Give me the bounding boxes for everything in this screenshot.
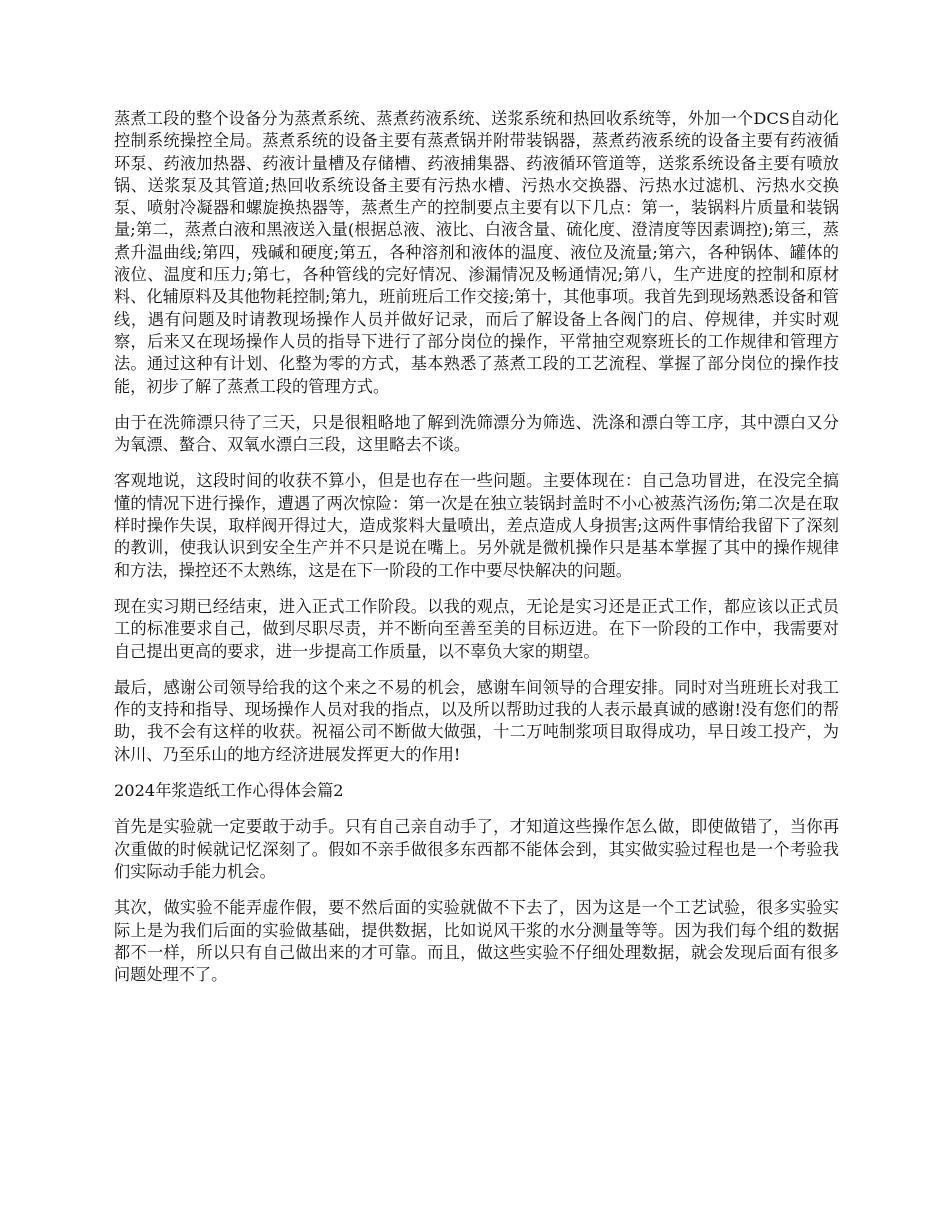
paragraph-cooking-section: 蒸煮工段的整个设备分为蒸煮系统、蒸煮药液系统、送浆系统和热回收系统等，外加一个DCS自动化控制系统操控全局。蒸煮系统的设备主要有蒸煮锅并附带装锅器，蒸煮药液系统的设备主要有药液循环泵、药液加热器、药液计量槽及存储槽、药液捕集器、药液循环管道等，送浆系统设备主要有喷放锅、送浆泵及其管道;热回收系统设备主要有污热水槽、污热水交换器、污热水过滤机、污热水交换泵、喷射冷凝器和螺旋换热器等，蒸煮生产的控制要点主要有以下几点：第一，装锅料片质量和装锅量;第二，蒸煮白液和黑液送入量(根据总液、液比、白液含量、硫化度、澄清度等因素调控);第三，蒸煮升温曲线;第四，残碱和硬度;第五，各种溶剂和液体的温度、液位及流量;第六，各种锅体、罐体的液位、温度和压力;第七，各种管线的完好情况、渗漏情况及畅通情况;第八，生产进度的控制和原材料、化辅原料及其他物耗控制;第九，班前班后工作交接;第十，其他事项。我首先到现场熟悉设备和管线，遇有问题及时请教现场操作人员并做好记录，而后了解设备上各阀门的启、停规律，并实时观察，后来又在现场操作人员的指导下进行了部分岗位的操作，平常抽空观察班长的工作规律和管理方法。通过这种有计划、化整为零的方式，基本熟悉了蒸煮工段的工艺流程、掌握了部分岗位的操作技能，初步了解了蒸煮工段的管理方式。	[114, 109, 839, 396]
paragraph-washing-screening: 由于在洗筛漂只待了三天，只是很粗略地了解到洗筛漂分为筛选、洗涤和漂白等工序，其中漂白又分为氧漂、螯合、双氧水漂白三段，这里略去不谈。	[114, 412, 839, 455]
paragraph-thanks: 最后，感谢公司领导给我的这个来之不易的机会，感谢车间领导的合理安排。同时对当班班长对我工作的支持和指导、现场操作人员对我的指点，以及所以帮助过我的人表示最真诚的感谢!没有您们的帮助，我不会有这样的收获。祝福公司不断做大做强，十二万吨制浆项目取得成功，早日竣工投产，为沐川、乃至乐山的地方经济进展发挥更大的作用!	[114, 677, 839, 764]
paragraph-problems: 客观地说，这段时间的收获不算小，但是也存在一些问题。主要体现在：自己急功冒进，在没完全搞懂的情况下进行操作，遭遇了两次惊险：第一次是在独立装锅封盖时不小心被蒸汽汤伤;第二次是在取样时操作失误，取样阀开得过大，造成浆料大量喷出，差点造成人身损害;这两件事情给我留下了深刻的教训，使我认识到安全生产并不只是说在嘴上。另外就是微机操作只是基本掌握了其中的操作规律和方法，操控还不太熟练，这是在下一阶段的工作中要尽快解决的问题。	[114, 471, 839, 580]
document-body	[114, 108, 839, 1000]
section-heading: 2024年浆造纸工作心得体会篇2	[114, 781, 344, 801]
paragraph-no-falsification: 其次，做实验不能弄虚作假，要不然后面的实验就做不下去了，因为这是一个工艺试验，很多实验实际上是为我们后面的实验做基础，提供数据，比如说风干浆的水分测量等等。因为我们每个组的数据都不一样，所以只有自己做出来的才可靠。而且，做这些实验不仔细处理数据，就会发现后面有很多问题处理不了。	[114, 898, 839, 985]
paragraph-formal-work: 现在实习期已经结束，进入正式工作阶段。以我的观点，无论是实习还是正式工作，都应该以正式员工的标准要求自己，做到尽职尽责，并不断向至善至美的目标迈进。在下一阶段的工作中，我需要对自己提出更高的要求，进一步提高工作质量，以不辜负大家的期望。	[114, 596, 839, 661]
paragraph-hands-on: 首先是实验就一定要敢于动手。只有自己亲自动手了，才知道这些操作怎么做，即使做错了，当你再次重做的时候就记忆深刻了。假如不亲手做很多东西都不能体会到，其实做实验过程也是一个考验我们实际动手能力机会。	[114, 817, 839, 881]
